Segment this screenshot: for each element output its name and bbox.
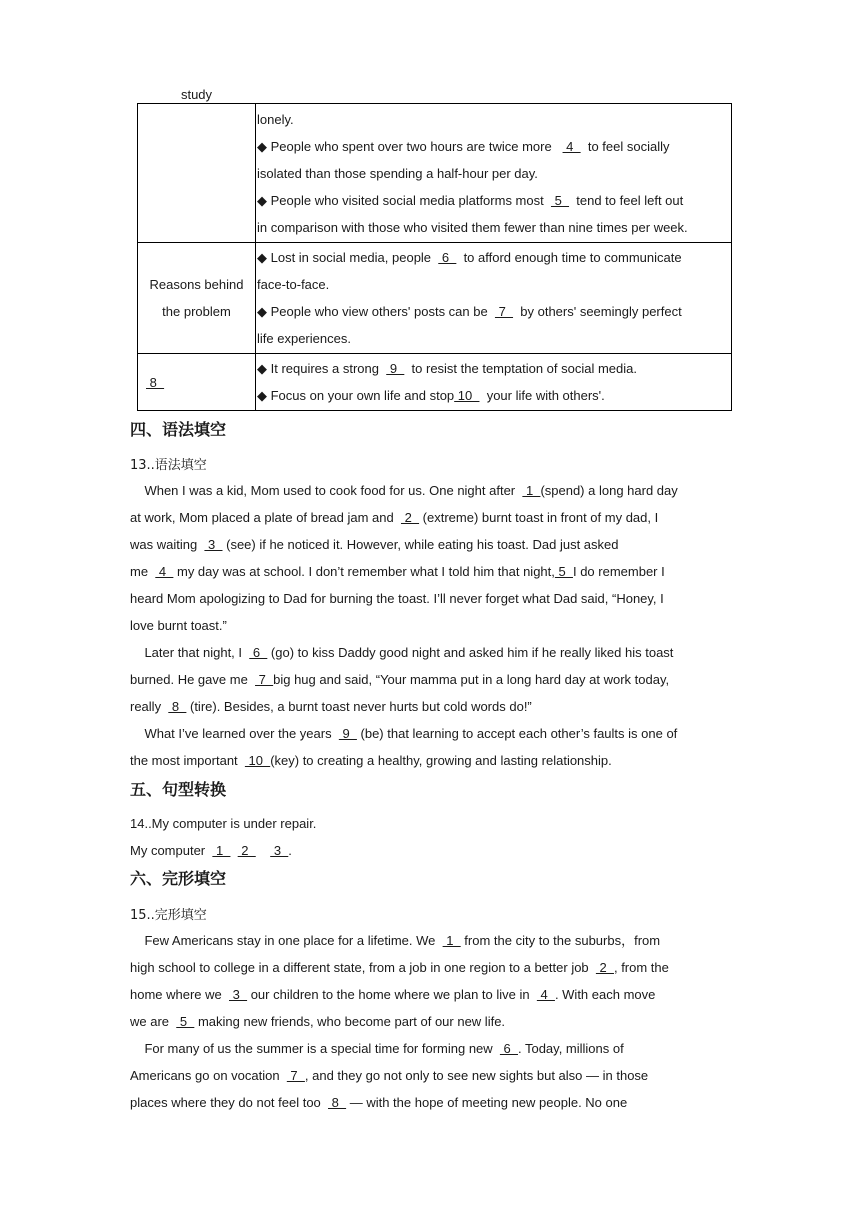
blank-5: 5 [550,192,570,208]
sentence-transform-question: 14..My computer is under repair. My computer 1 2 3 . [130,816,317,858]
row-label-study: study [138,104,256,243]
blank: 6 [249,645,268,660]
blank: 1 [522,483,541,498]
question-number: 13..语法填空 [130,458,207,473]
blank: 4 [536,987,555,1002]
cloze-passage: Few Americans stay in one place for a lifetime. We 1 from the city to the suburbs，from high school to college in a different state, from a job in one region to a better job 2 , from the home where we 3 our children to the home where we plan to live in 4 . With each move we are 5 making new friends, who become part of our new life. For many of us the summer is a special time for forming new 6 . Today, millions of Americans go on vocation 7 , and they go not only to see new sights but also — in those places where they do not feel too 8 — with the hope of meeting new people. No one [130,933,669,1110]
blank: 2 [400,510,420,525]
table-row [138,354,732,411]
section-heading-grammar: 四、语法填空 [130,420,227,439]
blank-4: 4 [562,138,581,154]
row-label-blank-8: 8 [138,354,256,411]
blank: 5 [554,564,573,579]
blank: 3 [270,843,289,858]
section-heading-cloze: 六、完形填空 [130,869,227,888]
blank: 7 [255,672,274,687]
blank: 9 [338,726,357,741]
question-number: 15..完形填空 [130,908,207,923]
row-content: lonely. ◆ People who spent over two hours are twice more 4 to feel socially isolated than those spending a half-hour per day. ◆ People who visited social media platforms most 5 tend to feel left out in comparison with those who visited them fewer than nine times per week. [256,104,732,243]
blank: 6 [499,1041,518,1056]
row-label-reasons: Reasons behind the problem [138,243,256,354]
table-row [138,104,732,243]
blank: 1 [442,933,461,948]
blank: 8 [328,1095,347,1110]
blank: 4 [155,564,174,579]
blank: 2 [237,843,256,858]
summary-table [137,87,732,411]
blank: 5 [176,1014,195,1029]
row-content: ◆ It requires a strong 9 to resist the temptation of social media. ◆ Focus on your own life and stop 10 your life with others'. [256,354,732,411]
blank: 7 [286,1068,305,1083]
section-heading-sentence-transform: 五、句型转换 [130,780,227,799]
table-row [138,243,732,354]
blank: 3 [204,537,223,552]
blank-7: 7 [494,304,514,319]
blank: 3 [229,987,248,1002]
blank-10: 10 [454,388,480,403]
blank: 10 [244,753,271,768]
blank-9: 9 [386,361,405,376]
blank: 2 [595,960,614,975]
blank: 8 [168,699,187,714]
blank-6: 6 [438,250,457,265]
blank: 1 [212,843,231,858]
row-content: ◆ Lost in social media, people 6 to afford enough time to communicate face-to-face. ◆ People who view others' posts can be 7 by others' seemingly perfect life experiences. [256,243,732,354]
grammar-passage: When I was a kid, Mom used to cook food for us. One night after 1 (spend) a long hard day at work, Mom placed a plate of bread jam and 2 (extreme) burnt toast in front of my dad, I was waiting 3 (see) if he noticed it. However, while eating his toast. Dad just asked me 4 my day was at school. I don’t remember what I told him that night, 5 I do remember I heard Mom apologizing to Dad for burning the toast. I’ll never forget what Dad said, “Honey, I love burnt toast.” Later that night, I 6 (go) to kiss Daddy good night and asked him if he really liked his toast burned. He gave me 7 big hug and said, “Your mamma put in a long hard day at work today, really 8 (tire). Besides, a burnt toast never hurts but cold words do!” What I’ve learned over the years 9 (be) that learning to accept each other’s faults is one of the most important 10 (key) to creating a healthy, growing and lasting relationship. [130,483,678,768]
